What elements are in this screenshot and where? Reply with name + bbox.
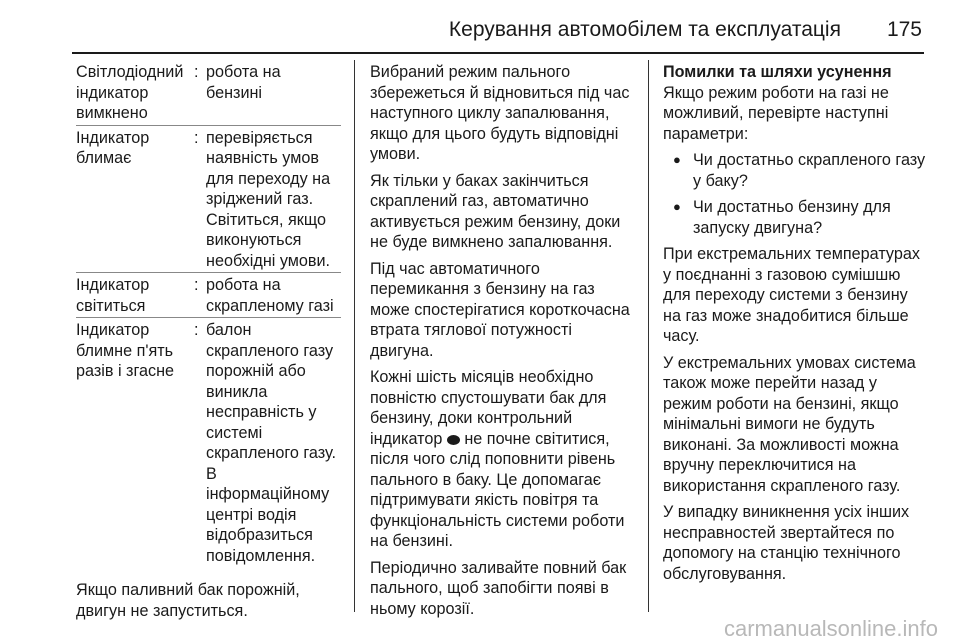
colon: : [194,128,199,147]
paragraph: Під час автоматичного перемикання з бензину на газ може спостерігатися короткочасна втрата тяглової потужності двигуна. [370,259,630,360]
indicator-row [76,62,341,124]
page-number: 175 [886,18,922,41]
paragraph-text: Кожні шість місяців необхідно повністю спустошувати бак для бензину, доки контрольний індикатор [370,368,607,448]
indicator-row [76,275,341,316]
indicator-desc: балон скрапленого газу порожній або виникла несправність у системі скрапленого газу. В інформаційному центрі водія відобразиться повідомлення. [206,321,336,565]
column-divider [354,60,355,612]
column-divider [648,60,649,612]
paragraph: Вибраний режим пального збережеться й відновиться під час наступного циклу запалювання, якщо для цього будуть відповідні умови. [370,63,630,163]
lpg-indicator-dot-icon [447,435,460,445]
indicator-row [76,128,341,272]
indicator-desc: перевіряється наявність умов для переходу на зріджений газ. Світиться, якщо виконуються необхідні умови. [206,128,331,270]
row-divider [76,317,341,318]
column-middle [370,62,635,625]
list-item: ● Чи достатньо бензину для запуску двигуна? [663,197,928,238]
indicator-row [76,320,341,566]
indicator-desc: робота на скрапленому газі [206,276,334,315]
colon: : [194,321,199,339]
paragraph-text: не почне світитися, після чого слід поповнити рівень пального в баку. Це допомагає підтримувати якість повітря та функціональність системи роботи на бензині. [370,429,625,550]
indicator-term: Світлодіодний індикатор вимкнено [76,63,184,122]
column-left [76,62,341,627]
row-divider [76,125,341,126]
column-right [663,62,928,590]
section-heading: Помилки та шляхи усунення [663,63,892,81]
paragraph: У випадку виникнення усіх інших несправностей звертайтеся по допомогу на станцію технічного обслуговування. [663,503,910,583]
colon: : [194,276,199,294]
colon: : [194,63,199,81]
indicator-term: Індикатор світиться [76,276,150,315]
paragraph [370,367,635,552]
page-title: Керування автомобілем та експлуатація [448,18,841,41]
watermark: carmanualsonline.info [723,616,938,641]
indicator-desc: робота на бензині [206,63,281,102]
indicator-term: Індикатор блимає [76,128,150,167]
paragraph: У екстремальних умовах система також може перейти назад у режим роботи на бензині, якщо мінімальні вимоги не будуть виконані. За можливості можна вручну переключитися на використання скрапленого газу. [663,353,916,495]
indicator-term: Індикатор блимне п'ять разів і згасне [76,321,175,380]
header-rule [72,52,924,54]
row-divider [76,272,341,273]
empty-tank-note: Якщо паливний бак порожній, двигун не запуститься. [76,581,300,620]
paragraph: При екстремальних температурах у поєднанні з газовою сумішшю для переходу системи з бензину на газ може знадобитися більше часу. [663,245,920,345]
checklist [663,150,928,238]
list-item: ● Чи достатньо скрапленого газу у баку? [663,150,928,191]
paragraph: Періодично заливайте повний бак пального, щоб запобігти появі в ньому корозії. [370,558,627,618]
page-header [0,18,922,42]
paragraph: Як тільки у баках закінчиться скраплений газ, автоматично активується режим бензину, доки не буде вимкнено запалювання. [370,171,621,251]
paragraph: Якщо режим роботи на газі не можливий, перевірте наступні параметри: [663,83,889,143]
